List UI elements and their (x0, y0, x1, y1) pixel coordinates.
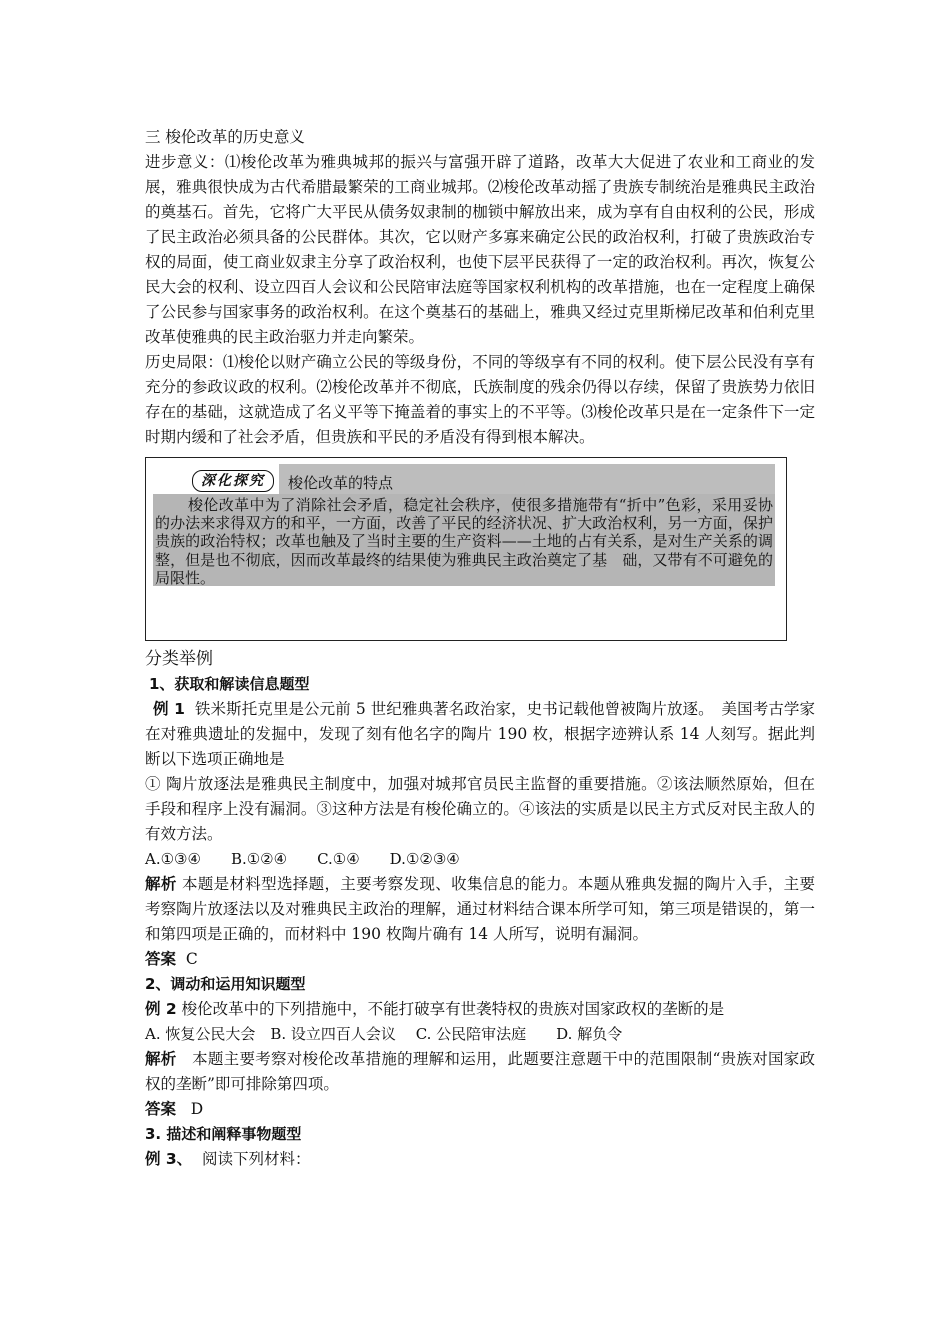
type2-title: 2、调动和运用知识题型 (145, 975, 306, 993)
example1-answer (145, 947, 815, 972)
answer2-value: D (190, 1100, 204, 1118)
example2 (145, 997, 815, 1022)
analysis1-text: 本题是材料型选择题，主要考察发现、收集信息的能力。本题从雅典发掘的陶片入手，主要考察陶片放逐法以及对雅典民主政治的理解，通过材料结合课本所学可知，第三项是错误的，第一和第四项是正确的，而材料中 190 枚陶片确有 14 人所写，说明有漏洞。 (145, 875, 815, 943)
type1-title: 1、获取和解读信息题型 (149, 675, 310, 693)
example3-text: 阅读下列材料： (202, 1150, 311, 1168)
box-title: 梭伦改革的特点 (279, 464, 775, 494)
box-body: 梭伦改革中为了消除社会矛盾，稳定社会秩序，使很多措施带有“折中”色彩，采用妥协的办法来求得双方的和平，一方面，改善了平民的经济状况、扩大政治权利，另一方面，保护贵族的政治特权；改革也触及了当时主要的生产资料——土地的占有关系，是对生产关系的调整，但是也不彻底，因而改革最终的结果使为雅典民主政治奠定了基 础，又带有不可避免的局限性。 (155, 496, 773, 587)
analysis1-label: 解析 (145, 875, 177, 893)
section-heading: 三 梭伦改革的历史意义 (145, 128, 305, 146)
example2-label: 例 2 (145, 1000, 177, 1018)
limit-paragraph: 历史局限：⑴梭伦以财产确立公民的等级身份，不同的等级享有不同的权利。使下层公民没有享有充分的参政议政的权利。⑵梭伦改革并不彻底，氏族制度的残余仍得以存续，保留了贵族势力依旧存在的基础，这就造成了名义平等下掩盖着的事实上的不平等。⑶梭伦改革只是在一定条件下一定时期内缓和了社会矛盾，但贵族和平民的矛盾没有得到根本解决。 (145, 353, 815, 446)
example1-label: 例 1 (153, 700, 185, 718)
example1-options: A.①③④ B.①②④ C.①④ D.①②③④ (145, 850, 460, 868)
example3-label: 例 3、 (145, 1150, 193, 1168)
type3-title: 3. 描述和阐释事物题型 (145, 1125, 302, 1143)
document-page (145, 124, 815, 1172)
example1-statements: ① 陶片放逐法是雅典民主制度中，加强对城邦官员民主监督的重要措施。②该法顺然原始，但在手段和程序上没有漏洞。③这种方法是有梭伦确立的。④该法的实质是以民主方式反对民主敌人的有效方法。 (145, 775, 815, 843)
example2-answer (145, 1097, 815, 1122)
example3 (145, 1147, 815, 1172)
example2-analysis (145, 1047, 815, 1097)
example1-analysis (145, 872, 815, 947)
analysis2-text: 本题主要考察对梭伦改革措施的理解和运用，此题要注意题干中的范围限制“贵族对国家政权的垄断”即可排除第四项。 (145, 1050, 815, 1093)
example2-options: A. 恢复公民大会 B. 设立四百人会议 C. 公民陪审法庭 D. 解负令 (145, 1025, 623, 1043)
example2-text: 梭伦改革中的下列措施中，不能打破享有世袭特权的贵族对国家政权的垄断的是 (181, 1000, 725, 1018)
answer2-label: 答案 (145, 1100, 177, 1118)
example1-text: 铁米斯托克里是公元前 5 世纪雅典著名政治家，史书记载他曾被陶片放逐。 美国考古学家在对雅典遗址的发掘中，发现了刻有他名字的陶片 190 枚，根据字迹辨认系 14 人刻写。据此判断以下选项正确地是 (145, 700, 816, 768)
examples-heading: 分类举例 (145, 649, 213, 669)
answer1-value: C (185, 950, 198, 968)
deep-inquiry-box (145, 457, 787, 641)
answer1-label: 答案 (145, 950, 177, 968)
analysis2-label: 解析 (145, 1050, 177, 1068)
example1 (145, 697, 815, 772)
deep-inquiry-badge: 深化探究 (192, 470, 274, 492)
progress-paragraph: 进步意义：⑴梭伦改革为雅典城邦的振兴与富强开辟了道路，改革大大促进了农业和工商业的发展，雅典很快成为古代希腊最繁荣的工商业城邦。⑵梭伦改革动摇了贵族专制统治是雅典民主政治的奠基石。首先，它将广大平民从债务奴隶制的枷锁中解放出来，成为享有自由权利的公民，形成了民主政治必须具备的公民群体。其次，它以财产多寡来确定公民的政治权利，打破了贵族政治专权的局面，使工商业奴隶主分享了政治权利，也使下层平民获得了一定的政治权利。再次，恢复公民大会的权利、设立四百人会议和公民陪审法庭等国家权利机构的改革措施，也在一定程度上确保了公民参与国家事务的政治权利。在这个奠基石的基础上，雅典又经过克里斯梯尼改革和伯利克里改革使雅典的民主政治驱力并走向繁荣。 (145, 153, 815, 346)
